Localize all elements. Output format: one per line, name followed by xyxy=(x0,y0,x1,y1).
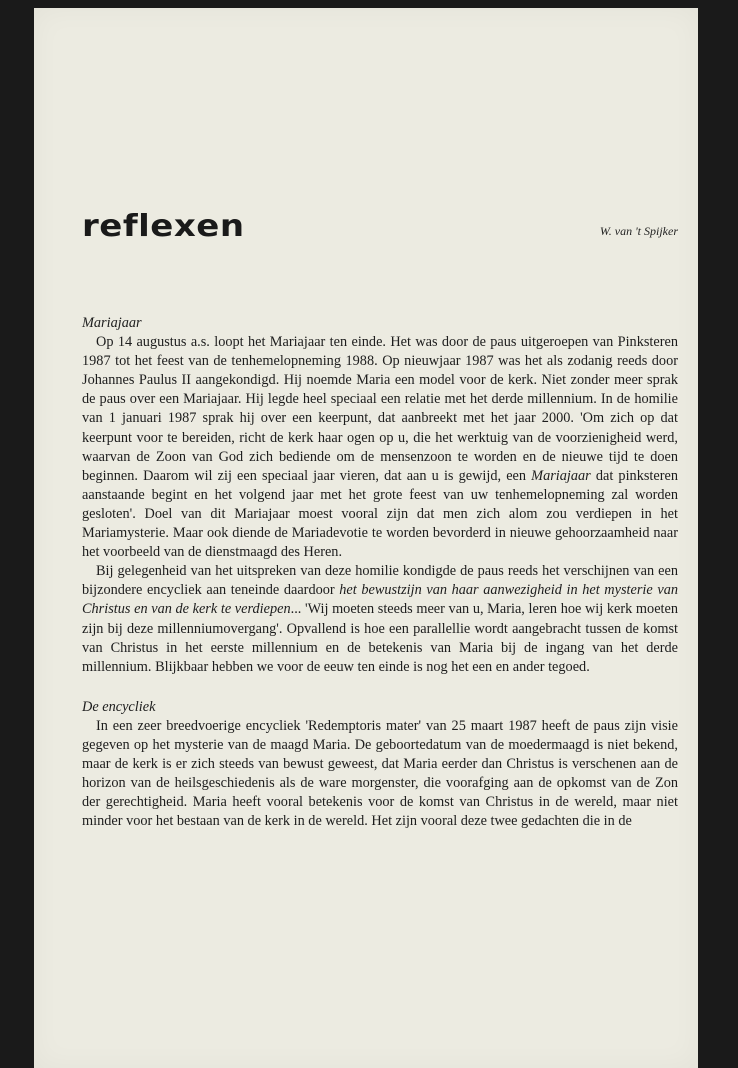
section-heading: De encycliek xyxy=(82,698,156,715)
section-heading: Mariajaar xyxy=(82,315,142,331)
text-run: In een zeer breedvoerige encycliek 'Redemptoris mater' van 25 maart 1987 heeft de paus zijn visie gegeven op het mysterie van de maagd Maria. De geboortedatum van de moedermaagd is niet bekend, maar de kerk is er zich steeds van bewust geweest, dat Maria eerder dan Christus is verschenen aan de horizon van de heilsgeschiedenis als de ware morgenster, die voorafging aan de opkomst van de Zon der gerechtigheid. Maria heeft vooral betekenis voor de komst van Christus in de wereld, maar niet minder voor het bestaan van de kerk in de wereld. Het zijn vooral deze twee gedachten die in de xyxy=(82,717,678,830)
italic-text-run: het bewustzijn van haar aanwezigheid in het mysterie van Christus en van de kerk te verdiepen xyxy=(82,582,678,618)
italic-text-run: Mariajaar xyxy=(531,467,591,484)
author-name: W. van 't Spijker xyxy=(599,224,678,238)
page-title: reflexen xyxy=(82,208,245,244)
article-body xyxy=(82,314,678,831)
section-spacer xyxy=(82,677,678,698)
text-run: ... 'Wij moeten steeds meer van u, Maria, leren hoe wij kerk moeten zijn bij deze millenniumovergang'. Opvallend is hoe een parallellie wordt aangebracht tussen de komst van Christus in het eerste millennium en de betekenis van Maria bij de ingang van het derde millennium. Blijkbaar hebben we voor de eeuw ten einde is nog het een en ander tegoed. xyxy=(82,601,679,675)
page-header xyxy=(82,208,678,248)
paragraph xyxy=(82,562,678,677)
paragraph xyxy=(82,333,678,562)
text-run: Op 14 augustus a.s. loopt het Mariajaar ten einde. Het was door de paus uitgeroepen van Pinksteren 1987 tot het feest van de tenhemelopneming 1988. Op nieuwjaar 1987 was het als zodanig reeds door Johannes Paulus II aangekondigd. Hij noemde Maria een model voor de kerk. Niet zonder meer sprak de paus over een Mariajaar. Hij legde heel speciaal een relatie met het derde millennium. In de homilie van 1 januari 1987 sprak hij over een keerpunt, dat aanbreekt met het jaar 2000. 'Om zich op dat keerpunt voor te bereiden, richt de kerk haar ogen op u, die het werktuig van de voorzienigheid werd, waarvan de Zoon van God zich bediende om de mensenzoon te worden en de nieuwe tijd te doen beginnen. Daarom wil zij een speciaal jaar vieren, dat aan u is gewijd, een xyxy=(82,334,678,484)
document-page xyxy=(34,8,698,1068)
text-run: dat pinksteren aanstaande begint en het volgend jaar met het grote feest van uw tenhemelopneming zal worden gesloten'. Doel van dit Mariajaar moest vooral zijn dat men zich alom zou verdiepen in het Mariamysterie. Maar ook diende de Mariadevotie te worden bevorderd in nieuwe gehoorzaamheid naar het voorbeeld van de dienstmaagd des Heren. xyxy=(82,467,678,561)
paragraph xyxy=(82,717,678,832)
text-run: Bij gelegenheid van het uitspreken van deze homilie kondigde de paus reeds het verschijnen van een bijzondere encycliek aan teneinde daardoor xyxy=(82,563,678,599)
